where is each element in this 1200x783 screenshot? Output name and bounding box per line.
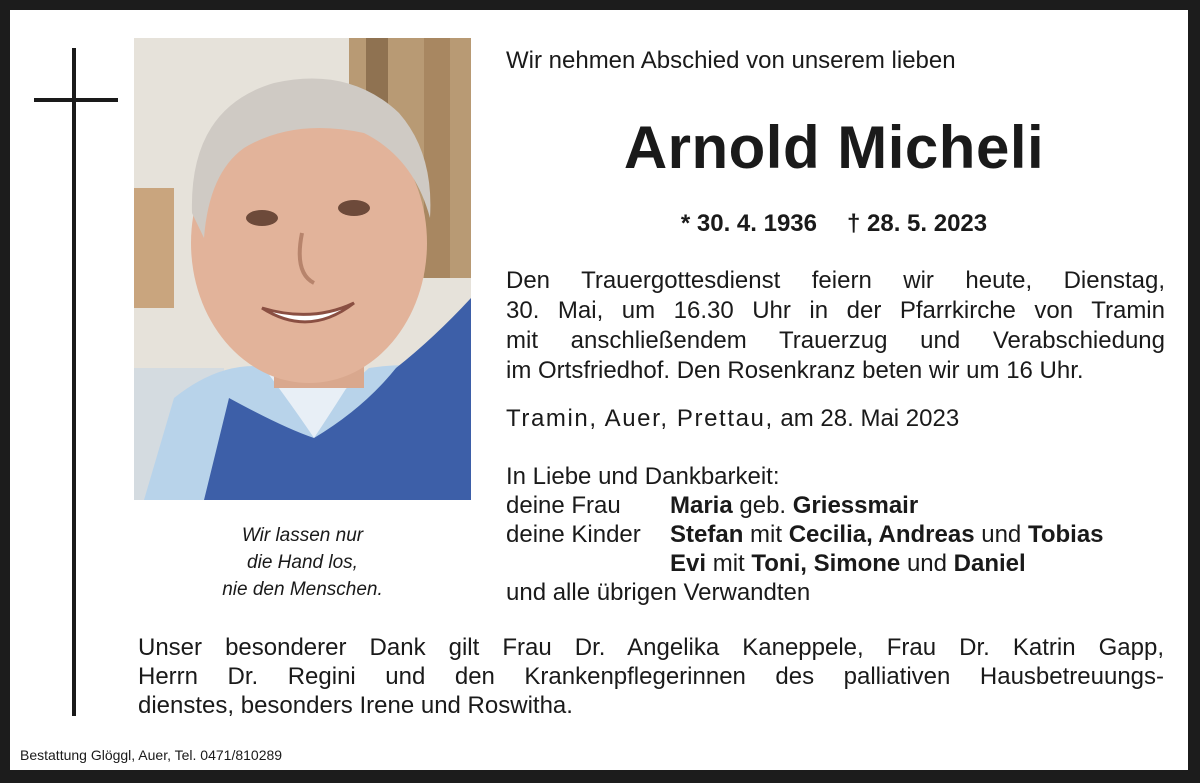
family-row-children	[506, 520, 1176, 549]
service-announcement	[506, 266, 1165, 386]
child-name: Evi	[670, 550, 707, 577]
place-date-line	[506, 405, 959, 433]
place-towns: Tramin, Auer, Prettau,	[506, 405, 774, 432]
birth-date: * 30. 4. 1936	[680, 210, 817, 237]
intro-line: Wir nehmen Abschied von unserem lieben	[506, 47, 956, 74]
and-word: und	[906, 550, 947, 577]
child-name: Stefan	[670, 521, 744, 548]
family-row-children-2	[506, 549, 1176, 578]
family-list	[506, 462, 1176, 607]
service-line: im Ortsfriedhof. Den Rosenkranz beten wir um 16 Uhr.	[506, 357, 1084, 384]
partner-names: Toni, Simone	[751, 550, 901, 577]
and-word: und	[981, 521, 1022, 548]
wife-label: deine Frau	[506, 492, 621, 519]
children-label: deine Kinder	[506, 521, 641, 548]
notice-date: am 28. Mai 2023	[780, 405, 960, 432]
quote-line: nie den Menschen.	[222, 579, 383, 600]
geb-label: geb.	[739, 492, 787, 519]
wife-name: Maria	[670, 492, 733, 519]
deceased-name: Arnold Micheli	[623, 114, 1045, 181]
maiden-name: Griessmair	[792, 492, 919, 519]
thanks-line: Unser besonderer Dank gilt Frau Dr. Angelika Kaneppele, Frau Dr. Katrin Gapp,	[138, 634, 1164, 661]
memorial-quote	[134, 522, 471, 603]
with-word: mit	[750, 521, 783, 548]
service-line: mit anschließendem Trauerzug und Verabschiedung	[506, 327, 1165, 354]
thanks-paragraph	[138, 633, 1164, 720]
obituary-card	[10, 10, 1188, 770]
with-word: mit	[712, 550, 745, 577]
portrait-photo	[134, 38, 471, 500]
quote-line: Wir lassen nur	[241, 525, 364, 546]
family-intro: In Liebe und Dankbarkeit:	[506, 463, 780, 490]
service-line: Den Trauergottesdienst feiern wir heute, Dienstag,	[506, 267, 1165, 294]
grandchild-name: Daniel	[953, 550, 1026, 577]
quote-line: die Hand los,	[247, 552, 358, 573]
funeral-home-footer: Bestattung Glöggl, Auer, Tel. 0471/810289	[20, 747, 283, 763]
thanks-line: dienstes, besonders Irene und Roswitha.	[138, 692, 573, 719]
partner-names: Cecilia, Andreas	[788, 521, 975, 548]
relatives-line: und alle übrigen Verwandten	[506, 579, 811, 606]
death-date: † 28. 5. 2023	[847, 210, 988, 237]
life-dates	[506, 210, 1162, 238]
family-row-wife	[506, 491, 1176, 520]
grandchild-name: Tobias	[1027, 521, 1104, 548]
thanks-line: Herrn Dr. Regini und den Krankenpflegerinnen des palliativen Hausbetreuungs-	[138, 663, 1164, 690]
service-line: 30. Mai, um 16.30 Uhr in der Pfarrkirche von Tramin	[506, 297, 1165, 324]
